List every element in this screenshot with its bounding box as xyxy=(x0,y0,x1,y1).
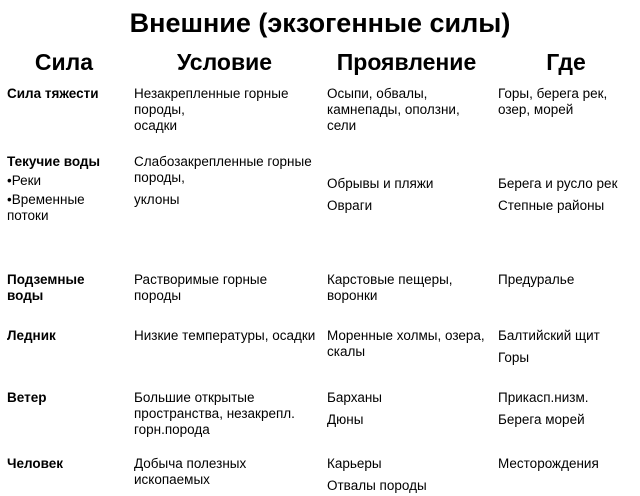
cell-manifestation xyxy=(321,386,492,452)
cell-where xyxy=(492,268,640,324)
table-row xyxy=(0,386,640,452)
cell-line: Горы, берега рек, озер, морей xyxy=(498,86,608,117)
cell-force xyxy=(0,324,128,386)
cell-force xyxy=(0,150,128,268)
cell-line: Человек xyxy=(7,456,64,471)
cell-line: Ветер xyxy=(7,390,47,405)
table-row xyxy=(0,268,640,324)
cell-condition xyxy=(128,150,321,268)
cell-line: Балтийский щит xyxy=(498,328,600,343)
cell-condition xyxy=(128,82,321,150)
cell-line: Добыча полезных ископаемых xyxy=(134,456,247,487)
cell-line: Большие открытые пространства, незакрепл. горн.порода xyxy=(134,390,295,437)
cell-line: Овраги xyxy=(327,198,373,213)
cell-where xyxy=(492,82,640,150)
cell-manifestation xyxy=(321,268,492,324)
header-where: Где xyxy=(546,48,586,75)
cell-line: Отвалы породы xyxy=(327,478,427,493)
header-force: Сила xyxy=(34,48,94,75)
forces-table xyxy=(0,42,640,496)
cell-force xyxy=(0,386,128,452)
cell-line: Текучие воды xyxy=(7,154,101,169)
cell-manifestation xyxy=(321,150,492,268)
cell-line: Прикасп.низм. xyxy=(498,390,589,405)
cell-condition xyxy=(128,452,321,496)
cell-manifestation xyxy=(321,324,492,386)
cell-line: Берега морей xyxy=(498,412,585,427)
cell-line: Барханы xyxy=(327,390,382,405)
cell-line: Месторождения xyxy=(498,456,599,471)
cell-line: Моренные холмы, озера, скалы xyxy=(327,328,485,359)
cell-line: Растворимые горные породы xyxy=(134,272,268,303)
cell-line: уклоны xyxy=(134,192,180,207)
cell-line: Предуралье xyxy=(498,272,575,287)
cell-line: Дюны xyxy=(327,412,364,427)
header-manifestation: Проявление xyxy=(336,48,477,75)
cell-line: Берега и русло рек xyxy=(498,176,618,191)
cell-line: Незакрепленные горные породы, xyxy=(134,86,289,117)
table-row xyxy=(0,82,640,150)
table-row xyxy=(0,150,640,268)
cell-line: Карьеры xyxy=(327,456,382,471)
cell-manifestation xyxy=(321,82,492,150)
cell-force xyxy=(0,82,128,150)
header-condition: Условие xyxy=(176,48,273,75)
cell-manifestation xyxy=(321,452,492,496)
cell-line: осадки xyxy=(134,118,178,133)
table-header-row xyxy=(0,42,640,82)
cell-line: Слабозакрепленные горные породы, xyxy=(134,154,312,185)
cell-line: Низкие температуры, осадки xyxy=(134,328,316,343)
table-row xyxy=(0,324,640,386)
page-title: Внешние (экзогенные силы) xyxy=(129,8,511,38)
cell-condition xyxy=(128,268,321,324)
cell-condition xyxy=(128,386,321,452)
cell-line: Осыпи, обвалы, камнепады, оползни, сели xyxy=(327,86,460,133)
cell-line: Ледник xyxy=(7,328,56,343)
cell-where xyxy=(492,150,640,268)
cell-line: Степные районы xyxy=(498,198,605,213)
cell-line: Подземные воды xyxy=(7,272,85,303)
cell-line: Обрывы и пляжи xyxy=(327,176,434,191)
cell-condition xyxy=(128,324,321,386)
cell-where xyxy=(492,386,640,452)
cell-line: •Временные потоки xyxy=(7,192,85,223)
cell-line: Карстовые пещеры, воронки xyxy=(327,272,453,303)
cell-line: •Реки xyxy=(7,173,42,188)
cell-line: Горы xyxy=(498,350,530,365)
cell-force xyxy=(0,452,128,496)
cell-where xyxy=(492,452,640,496)
cell-force xyxy=(0,268,128,324)
table-row xyxy=(0,452,640,496)
cell-line: Сила тяжести xyxy=(7,86,99,101)
cell-where xyxy=(492,324,640,386)
